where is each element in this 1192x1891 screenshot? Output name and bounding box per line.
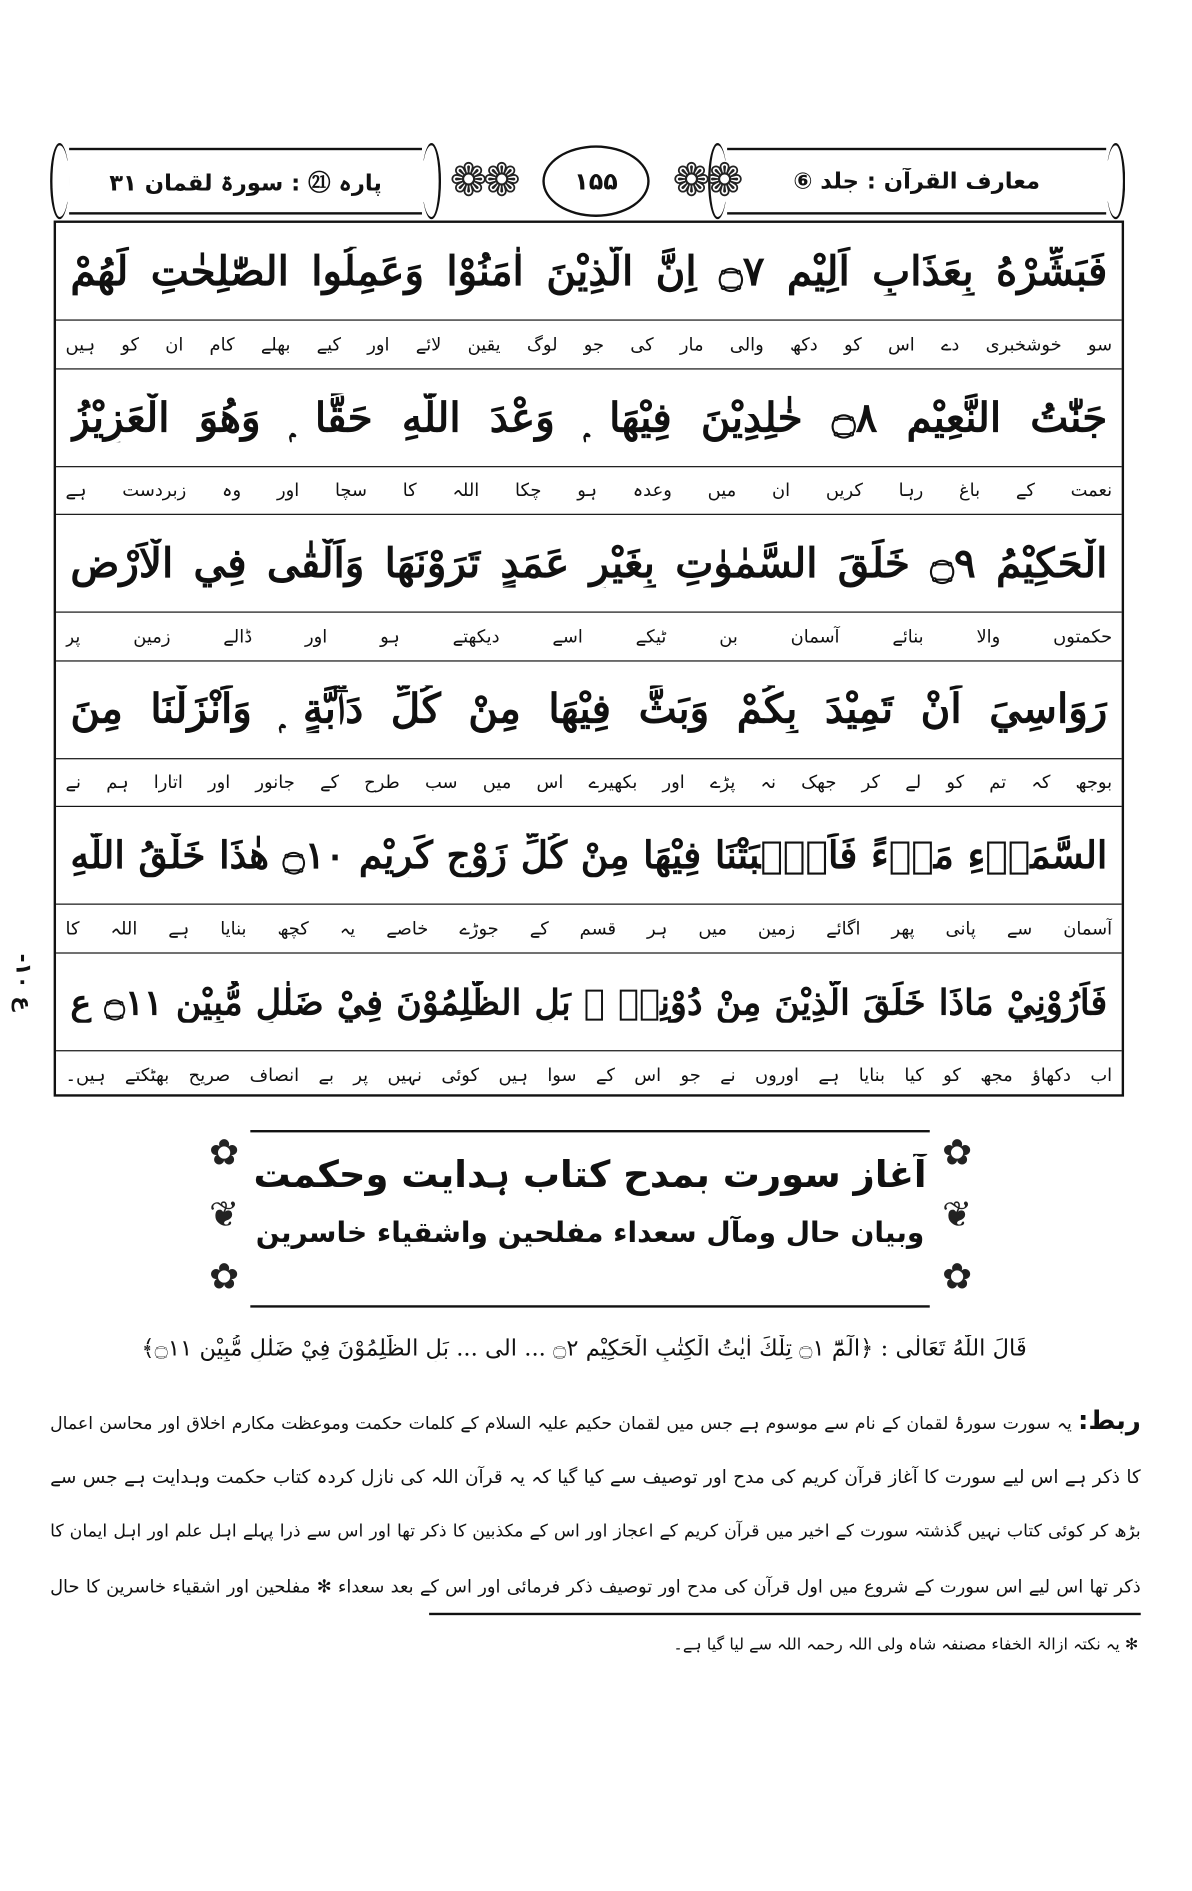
heading-flourish-left-icon: ✿ ❦ ✿ bbox=[209, 1132, 240, 1299]
header-book-title-box bbox=[727, 148, 1106, 215]
heading-flourish-right-icon: ✿ ❦ ✿ bbox=[942, 1132, 973, 1299]
footnote: ✻ یہ نکتہ ازالۃ الخفاء مصنفہ شاہ ولی اللہ رحمہ اللہ سے لیا گیا ہے۔ bbox=[673, 1635, 1139, 1655]
quoted-verses: قَالَ اللّٰهُ تَعَالٰی : ﴿الٓمّٓ ۝١ تِلْكَ اٰيٰتُ الْكِتٰبِ الْحَكِيْمِ ۝٢ ... الی ... بَلِ الظّٰلِمُوْنَ فِيْ ضَلٰلٍ مُّبِيْنٍ ۝١١﴾ bbox=[141, 1335, 1027, 1362]
header-para-surah: پارہ ㉑ : سورۃ لقمان ۳۱ bbox=[109, 169, 382, 197]
verse-translation-table bbox=[54, 221, 1124, 1097]
rabt-text: یہ سورت سورۂ لقمان کے نام سے موسوم ہے جس میں لقمان حکیم علیہ السلام کے کلمات حکمت وموعظت مکارم اخلاق اور محاسن اعمال bbox=[50, 1414, 1072, 1434]
page-number: ۱۵۵ bbox=[542, 145, 649, 217]
rabt-paragraph-line: بڑھ کر کوئی کتاب نہیں گذشتہ سورت کے اخیر میں قرآن کریم کے اعجاز اور اس کے مکذبین کا ذکر تھا اور اس سے ذرا پہلے اہل علم اور اہل ایمان کا bbox=[50, 1522, 1141, 1542]
arabic-verse-text: السَّمَاۗءِ مَاۗءً فَاَنْۢبَتْنَا فِيْهَا مِنْ كُلِّ زَوْجٍ كَرِيْمٍ ۝١٠ هٰذَا خَلْقُ اللّٰهِ bbox=[70, 833, 1108, 878]
header-ornament-right-icon: ❁❁ bbox=[672, 153, 739, 207]
arabic-verse-row bbox=[56, 661, 1122, 759]
urdu-translation-text: حکمتوں والا بنائے آسمان بن ٹیکے اسے دیکھتے ہو اور ڈالے زمین پر bbox=[65, 625, 1113, 647]
section-heading bbox=[250, 1130, 929, 1308]
rabt-paragraph-line: ذکر تھا اس لیے اس سورت کے شروع میں اول قرآن کی مدح اور توصیف ذکر فرمائی اور اس کے بعد سعداء ✻ مفلحین اور اشقیاء خاسرین کا حال bbox=[50, 1575, 1141, 1598]
arabic-verse-row bbox=[56, 369, 1122, 467]
urdu-translation-text: سو خوشخبری دے اس کو دکھ والی مار کی جو لوگ یقین لائے اور کیے بھلے کام ان کو ہیں bbox=[65, 333, 1113, 355]
arabic-verse-row bbox=[56, 223, 1122, 321]
arabic-verse-row bbox=[56, 515, 1122, 613]
arabic-verse-text: الْحَكِيْمُ ۝٩ خَلَقَ السَّمٰوٰتِ بِغَيْرِ عَمَدٍ تَرَوْنَهَا وَاَلْقٰى فِي الْاَرْضِ bbox=[70, 539, 1108, 588]
arabic-verse-text: جَنّٰتُ النَّعِيْمِ ۝٨ خٰلِدِيْنَ فِيْهَا ۭ وَعْدَ اللّٰهِ حَقًّا ۭ وَهُوَ الْعَزِيْزُ bbox=[70, 393, 1108, 442]
section-heading-line-1: آغاز سورت بمدح کتاب ہدایت وحکمت bbox=[253, 1153, 927, 1197]
ruku-margin-mark: ع ۱۰- bbox=[10, 953, 36, 1011]
arabic-verse-text: رَوَاسِيَ اَنْ تَمِيْدَ بِكُمْ وَبَثَّ فِيْهَا مِنْ كُلِّ دَاۗبَّةٍ ۭ وَاَنْزَلْنَا مِنَ bbox=[70, 685, 1108, 734]
arabic-verse-row bbox=[56, 953, 1122, 1051]
section-heading-line-2: وبیان حال ومآل سعداء مفلحین واشقیاء خاسرین bbox=[255, 1215, 925, 1250]
rabt-paragraph-line: کا ذکر ہے اس لیے سورت کا آغاز قرآن کریم کی مدح اور توصیف سے کیا گیا کہ یہ قرآن اللہ کی نازل کردہ کتاب حکمت وہدایت ہے جس سے bbox=[50, 1466, 1141, 1488]
footnote-divider bbox=[429, 1613, 1141, 1615]
arabic-verse-text: فَاَرُوْنِيْ مَاذَا خَلَقَ الَّذِيْنَ مِنْ دُوْنِهٖ ۭ بَلِ الظّٰلِمُوْنَ فِيْ ضَلٰلٍ مُّبِيْنٍ ۝١١ ع bbox=[70, 980, 1108, 1023]
header-ornament-left-icon: ❁❁ bbox=[449, 153, 516, 207]
rabt-paragraph-line bbox=[50, 1402, 1141, 1443]
urdu-translation-row bbox=[56, 613, 1122, 661]
header-book-title: معارف القرآن : جلد ⑥ bbox=[793, 168, 1041, 195]
arabic-verse-row bbox=[56, 807, 1122, 905]
urdu-translation-row bbox=[56, 905, 1122, 953]
urdu-translation-text: اب دکھاؤ مجھ کو کیا بنایا ہے اوروں نے جو اس کے سوا ہیں کوئی نہیں پر بے انصاف صریح بھٹکتے ہیں۔ bbox=[65, 1064, 1113, 1086]
arabic-verse-text: فَبَشِّرْهُ بِعَذَابٍ اَلِيْمٍ ۝٧ اِنَّ الَّذِيْنَ اٰمَنُوْا وَعَمِلُوا الصّٰلِحٰتِ لَهُمْ bbox=[70, 247, 1108, 296]
header-para-surah-box bbox=[69, 148, 422, 215]
urdu-translation-text: بوجھ کہ تم کو لے کر جھک نہ پڑے اور بکھیرے اس میں سب طرح کے جانور اور اتارا ہم نے bbox=[65, 771, 1113, 793]
rabt-label: ربط: bbox=[1077, 1406, 1141, 1437]
urdu-translation-row bbox=[56, 321, 1122, 369]
urdu-translation-text: نعمت کے باغ رہا کریں ان میں وعدہ ہو چکا اللہ کا سچا اور وہ زبردست ہے bbox=[65, 479, 1113, 501]
urdu-translation-row bbox=[56, 467, 1122, 515]
urdu-translation-row bbox=[56, 1051, 1122, 1099]
urdu-translation-text: آسمان سے پانی پھر اگائے زمین میں ہر قسم کے جوڑے خاصے یہ کچھ بنایا ہے اللہ کا bbox=[65, 917, 1113, 939]
urdu-translation-row bbox=[56, 759, 1122, 807]
